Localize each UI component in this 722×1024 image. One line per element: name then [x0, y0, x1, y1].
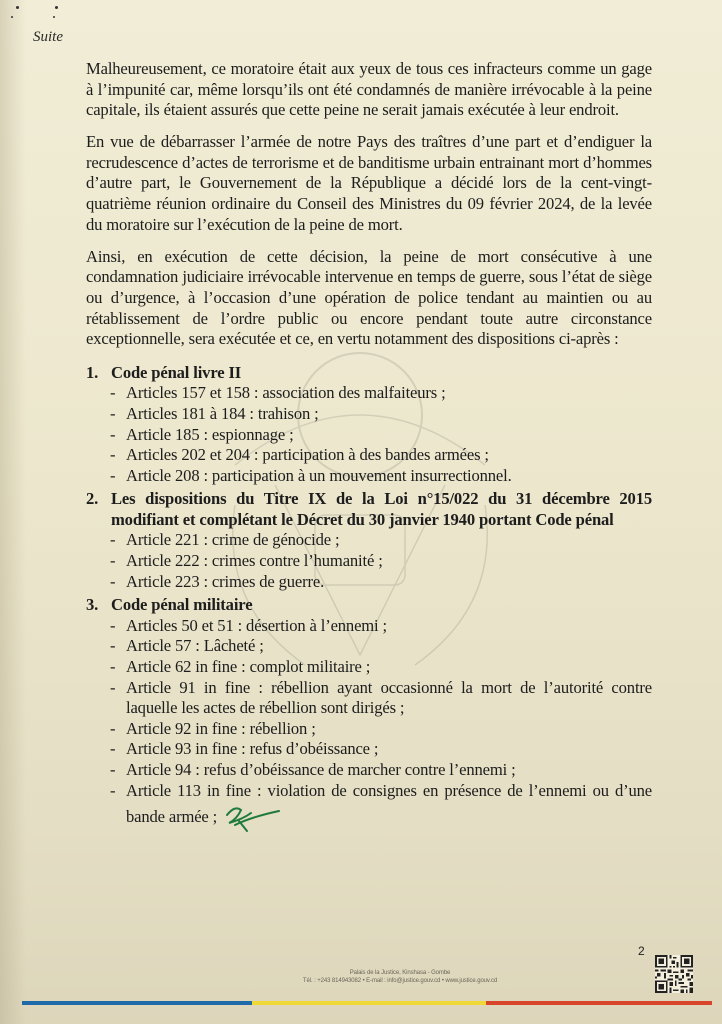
bullet-dash: - [110, 465, 116, 485]
list-item [110, 739, 652, 760]
bullet-dash: - [110, 760, 116, 779]
bullet-dash: - [110, 657, 116, 677]
continuation-label: Suite [33, 29, 63, 45]
article-text: Article 91 in fine : rébellion ayant occasionné la mort de l’autorité contre laquelle les actes de rébellion sont dirigés ; [126, 677, 652, 718]
bullet-dash: - [110, 445, 116, 465]
article-text: Articles 157 et 158 : association des malfaiteurs ; [126, 383, 446, 403]
article-text: Article 62 in fine : complot militaire ; [126, 657, 371, 677]
list-item [110, 678, 652, 719]
paragraph: Ainsi, en exécution de cette décision, la peine de mort consécutive à une condamnation judiciaire irrévocable intervenue en temps de guerre, sous l’état de siège ou d’urgence, à l’occasion d’une opération de police tendant au maintien ou au rétablissement de l’ordre public ou encore pendant toute autre circonstance exceptionnelle, sera exécutée et ce, en vertu notamment des dispositions ci-après : [86, 246, 652, 349]
article-text: Articles 181 à 184 : trahison ; [126, 403, 319, 423]
article-list [110, 383, 652, 486]
list-item [110, 383, 652, 404]
list-item [110, 636, 652, 657]
flag-bar-yellow [252, 1001, 486, 1005]
paragraph: En vue de débarrasser l’armée de notre Pays des traîtres d’une part et d’endiguer la recrudescence d’actes de terrorisme et de banditisme urbain entrainant mort d’hommes d’autre part, le Gouvernement de la République a décidé lors de la cent-vingt-quatrième réunion ordinaire du Conseil des Ministres du 09 février 2024, de la levée du moratoire sur l’exécution de la peine de mort. [86, 132, 652, 234]
paragraph: Malheureusement, ce moratoire était aux yeux de tous ces infracteurs comme un gage à l’impunité car, même lorsqu’ils ont été condamnés de manière irrévocable à la peine capitale, ils étaient assurés que cette peine ne serait jamais exécutée à leur endroit. [86, 59, 652, 120]
article-text: Article 208 : participation à un mouvement insurrectionnel. [126, 465, 512, 485]
section-heading [86, 595, 652, 616]
bullet-dash: - [110, 383, 116, 403]
list-item [110, 551, 652, 572]
section-number: 2. [86, 489, 99, 509]
section-title: Code pénal livre II [111, 362, 242, 382]
initials-signature-icon [221, 801, 283, 835]
list-item [110, 760, 652, 781]
letterhead-footer [250, 969, 550, 985]
page-number: 2 [638, 944, 645, 958]
page-edge-shadow [0, 0, 26, 1024]
bullet-dash: - [110, 403, 116, 423]
list-item [110, 781, 652, 836]
article-list [110, 616, 652, 835]
article-text: Article 222 : crimes contre l’humanité ; [126, 551, 383, 571]
article-text: Article 57 : Lâcheté ; [126, 636, 264, 656]
bullet-dash: - [110, 636, 116, 656]
footer-address: Palais de la Justice, Kinshasa - Gombe [349, 970, 451, 976]
list-item [110, 530, 652, 551]
section-title: Les dispositions du Titre IX de la Loi n°15/022 du 31 décembre 2015 modifiant et complétant le Décret du 30 janvier 1940 portant Code pénal [111, 489, 652, 529]
article-text: Article 94 : refus d’obéissance de marcher contre l’ennemi ; [126, 760, 516, 779]
article-text: Articles 50 et 51 : désertion à l’ennemi ; [126, 615, 387, 635]
section-heading [86, 489, 652, 530]
punch-mark [16, 6, 19, 9]
list-item [110, 445, 652, 466]
list-item [110, 425, 652, 446]
punch-mark [53, 16, 55, 18]
bullet-dash: - [110, 424, 116, 444]
punch-mark [55, 6, 58, 9]
list-item [110, 719, 652, 740]
bullet-dash: - [110, 530, 116, 550]
bullet-dash: - [110, 571, 116, 591]
article-text: Article 223 : crimes de guerre. [126, 571, 325, 591]
article-text: Article 221 : crime de génocide ; [126, 530, 340, 550]
list-item [110, 657, 652, 678]
bullet-dash: - [110, 615, 116, 635]
bullet-dash: - [110, 739, 116, 759]
footer-contact: Tél. : +243 814943082 • E-mail : info@justice.gouv.cd • www.justice.gouv.cd [302, 978, 498, 984]
list-item [110, 572, 652, 593]
list-item [110, 466, 652, 487]
punch-mark [11, 16, 13, 18]
flag-bar-blue [22, 1001, 252, 1005]
bullet-dash: - [110, 780, 116, 800]
flag-bar-red [486, 1001, 712, 1005]
section-number: 3. [86, 595, 99, 615]
section-heading [86, 363, 652, 384]
article-text: Article 185 : espionnage ; [126, 424, 294, 444]
article-text: Article 93 in fine : refus d’obéissance ; [126, 739, 379, 759]
article-text: Articles 202 et 204 : participation à des bandes armées ; [126, 445, 489, 465]
article-list [110, 530, 652, 592]
document-body [86, 59, 652, 835]
bullet-dash: - [110, 551, 116, 571]
article-text-content: Article 113 in fine : violation de consignes en présence de l’ennemi ou d’une bande armée ; [126, 780, 652, 826]
bullet-dash: - [110, 718, 116, 738]
section-title: Code pénal militaire [111, 595, 253, 615]
list-item [110, 404, 652, 425]
section-number: 1. [86, 362, 99, 382]
flag-color-bar [22, 1001, 712, 1005]
article-text: Article 92 in fine : rébellion ; [126, 718, 316, 738]
qr-code-icon[interactable] [655, 955, 693, 993]
article-text [126, 781, 652, 836]
list-item [110, 616, 652, 637]
provisions-list [86, 363, 652, 835]
bullet-dash: - [110, 677, 116, 697]
